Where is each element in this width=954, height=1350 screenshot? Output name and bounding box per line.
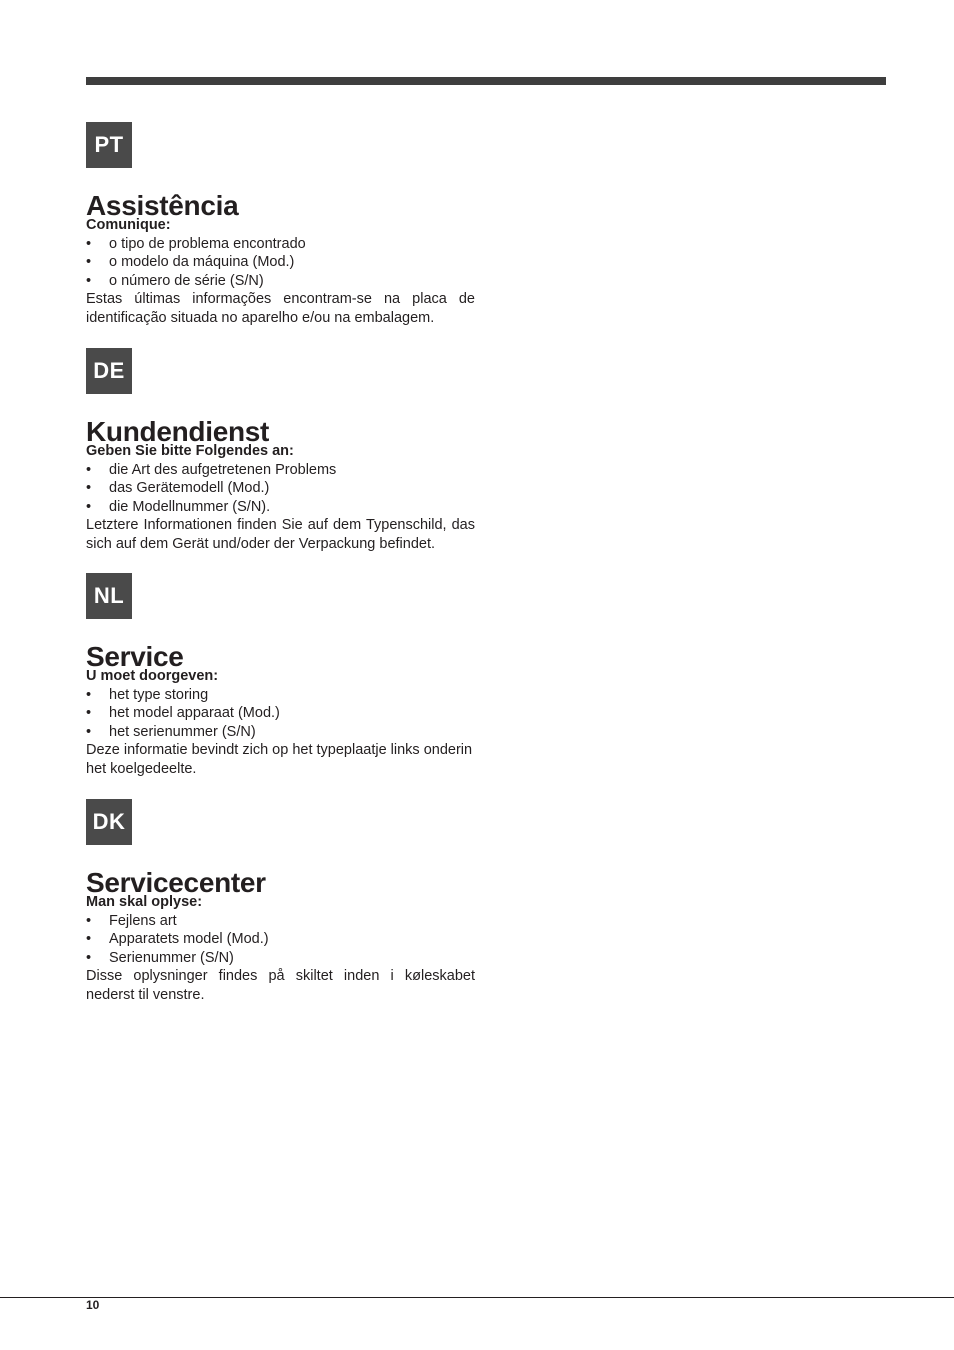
bullet-icon: • [86, 498, 92, 515]
section-title: Kundendienst [86, 416, 270, 447]
list-item: • het serienummer (S/N) [86, 723, 256, 740]
page-number: 10 [86, 1298, 100, 1312]
bullet-icon: • [86, 705, 92, 722]
list-item: • o modelo da máquina (Mod.) [86, 254, 295, 271]
section-intro: U moet doorgeven: [86, 668, 219, 684]
section-note: Letztere Informationen finden Sie auf dem Typenschild, das sich auf dem Gerät und/oder der Verpackung befindet. [86, 516, 475, 552]
language-badge-pt: PT [86, 122, 132, 168]
footer-rule [0, 1297, 954, 1298]
section-intro: Man skal oplyse: [86, 894, 203, 910]
list-item: • o tipo de problema encontrado [86, 236, 306, 252]
bullet-icon: • [86, 480, 92, 497]
section-note: Estas últimas informações encontram-se na placa de identificação situada no aparelho e/ou na embalagem. [86, 290, 475, 326]
section-note: Deze informatie bevindt zich op het typeplaatje links onderin het koelgedeelte. [86, 741, 473, 777]
language-badge-dk: DK [86, 799, 132, 845]
section-nl [86, 573, 475, 779]
section-de [86, 348, 475, 554]
list-item: • die Art des aufgetretenen Problems [86, 462, 337, 478]
info-list [86, 912, 475, 967]
info-list [86, 461, 475, 516]
list-item: • das Gerätemodell (Mod.) [86, 480, 270, 497]
bullet-icon: • [86, 931, 92, 948]
bullet-icon: • [86, 723, 92, 740]
info-list [86, 235, 475, 290]
section-intro: Geben Sie bitte Folgendes an: [86, 443, 294, 459]
section-title: Assistência [86, 190, 239, 221]
bullet-icon: • [86, 687, 92, 703]
section-dk [86, 799, 475, 1005]
bullet-icon: • [86, 462, 92, 478]
top-rule [86, 77, 886, 85]
bullet-icon: • [86, 913, 92, 929]
list-item: • Serienummer (S/N) [86, 949, 234, 966]
section-title: Servicecenter [86, 867, 266, 898]
language-badge-nl: NL [86, 573, 132, 619]
list-item: • die Modellnummer (S/N). [86, 498, 271, 515]
info-list [86, 686, 475, 741]
bullet-icon: • [86, 949, 92, 966]
list-item: • het type storing [86, 687, 209, 703]
language-badge-de: DE [86, 348, 132, 394]
bullet-icon: • [86, 254, 92, 271]
list-item: • Fejlens art [86, 913, 177, 929]
section-intro: Comunique: [86, 217, 171, 233]
section-title: Service [86, 641, 184, 672]
section-pt [86, 122, 475, 328]
bullet-icon: • [86, 272, 92, 289]
list-item: • o número de série (S/N) [86, 272, 264, 289]
section-note: Disse oplysninger findes på skiltet inden i køleskabet nederst til venstre. [86, 967, 475, 1003]
list-item: • Apparatets model (Mod.) [86, 931, 269, 948]
list-item: • het model apparaat (Mod.) [86, 705, 280, 722]
bullet-icon: • [86, 236, 92, 252]
